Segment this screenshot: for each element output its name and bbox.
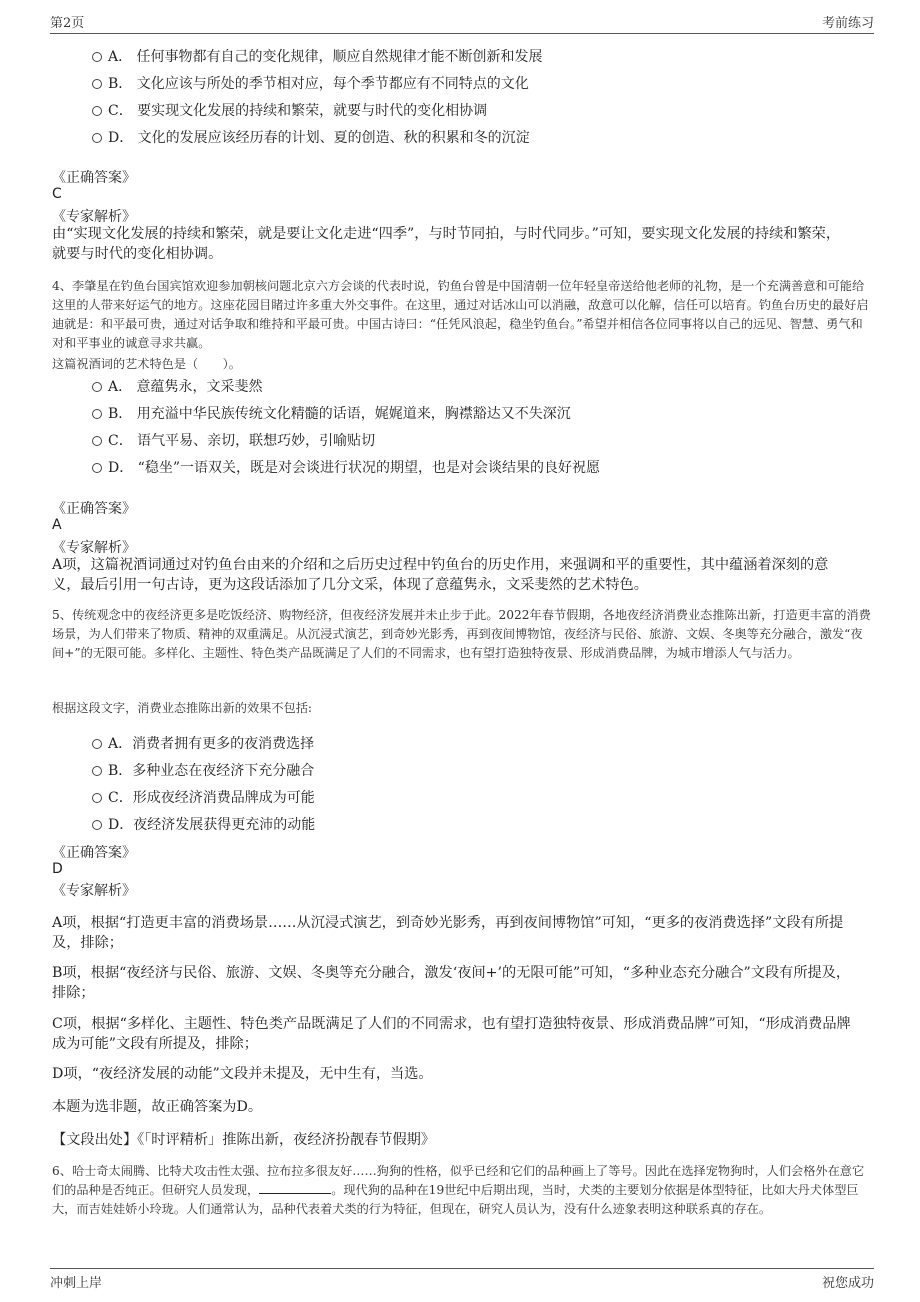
q5-analysis-a: A项，根据“打造更丰富的消费场景……从沉浸式演艺，到奇妙光影秀，再到夜间博物馆”可知，“更多的夜消费选择”文段有所提及，排除； xyxy=(52,915,844,951)
radio-icon[interactable] xyxy=(92,766,102,776)
header-divider xyxy=(50,33,874,34)
q4-stem: 4、李肇星在钓鱼台国宾馆欢迎参加朝核问题北京六方会谈的代表时说，钓鱼台曾是中国清朝一位年轻皇帝送给他老师的礼物，是一个充满善意和可能给这里的人带来好运气的地方。这座花园目睹过许多重大外交事件。在这里，通过对话冰山可以消融，敌意可以化解，信任可以培育。钓鱼台历史的最好启迪就是：和平最可贵，通过对话争取和维持和平最可贵。中国古诗曰：“任凭风浪起，稳坐钓鱼台。”希望并相信各位同事将以自己的远见、智慧、勇气和对和平事业的诚意寻求共赢。 xyxy=(52,279,869,350)
q5-analysis-d: D项，“夜经济发展的动能”文段并未提及，无中生有，当选。 xyxy=(52,1066,433,1082)
page-header xyxy=(50,12,874,32)
q5-conclusion: 本题为选非题，故正确答案为D。 xyxy=(52,1099,263,1115)
q4-question: 这篇祝酒词的艺术特色是（ ）。 xyxy=(52,357,241,371)
q5-option-d[interactable]: D．夜经济发展获得更充沛的动能 xyxy=(92,814,315,834)
radio-icon[interactable] xyxy=(92,133,102,143)
q4-option-c[interactable]: C． 语气平易、亲切，联想巧妙，引喻贴切 xyxy=(92,430,375,450)
radio-icon[interactable] xyxy=(92,79,102,89)
q5-question: 根据这段文字，消费业态推陈出新的效果不包括: xyxy=(52,701,313,715)
q3-answer: C xyxy=(52,186,62,202)
q5-option-b[interactable]: B．多种业态在夜经济下充分融合 xyxy=(92,760,314,780)
fill-in-blank xyxy=(259,1181,331,1194)
radio-icon[interactable] xyxy=(92,820,102,830)
radio-icon[interactable] xyxy=(92,382,102,392)
page-number: 第2页 xyxy=(50,16,85,31)
radio-icon[interactable] xyxy=(92,106,102,116)
q4-analysis: A项，这篇祝酒词通过对钓鱼台由来的介绍和之后历史过程中钓鱼台的历史作用，来强调和平的重要性，其中蕴涵着深刻的意义，最后引用一句古诗，更为这段话添加了几分文采，体现了意蕴隽永，文采斐然的艺术特色。 xyxy=(52,557,829,593)
q4-option-a[interactable]: A． 意蕴隽永，文采斐然 xyxy=(92,376,263,396)
radio-icon[interactable] xyxy=(92,409,102,419)
q4-option-d[interactable]: D． “稳坐”一语双关，既是对会谈进行状况的期望，也是对会谈结果的良好祝愿 xyxy=(92,457,600,477)
q5-option-a[interactable]: A．消费者拥有更多的夜消费选择 xyxy=(92,733,314,753)
q5-analysis-c: C项，根据“多样化、主题性、特色类产品既满足了人们的不同需求，也有望打造独特夜景、形成消费品牌”可知，“形成消费品牌成为可能”文段有所提及，排除； xyxy=(52,1016,851,1052)
radio-icon[interactable] xyxy=(92,52,102,62)
footer-right-text: 祝您成功 xyxy=(821,1276,874,1291)
q4-answer-label: 《正确答案》 xyxy=(52,501,136,517)
q5-answer-label: 《正确答案》 xyxy=(52,845,136,861)
q5-answer: D xyxy=(52,861,63,877)
q6-stem: 6、哈士奇太闹腾、比特犬攻击性太强、拉布拉多很友好……狗狗的性格，似乎已经和它们的品种画上了等号。因此在选择宠物狗时，人们会格外在意它们的品种是否纯正。但研究人员发现， 。现代狗的品种在19世纪中后期出现，当时，犬类的主要划分依据是体型特征，比如大丹犬体型巨大，而吉娃娃娇小玲珑。人们通常认为，品种代表着犬类的行为特征，但现在，研究人员认为，没有什么迹象表明这种联系真的存在。 xyxy=(52,1164,865,1216)
radio-icon[interactable] xyxy=(92,436,102,446)
q3-option-b[interactable]: B． 文化应该与所处的季节相对应，每个季节都应有不同特点的文化 xyxy=(92,73,529,93)
q3-option-c[interactable]: C． 要实现文化发展的持续和繁荣，就要与时代的变化相协调 xyxy=(92,100,487,120)
q3-option-d[interactable]: D． 文化的发展应该经历春的计划、夏的创造、秋的积累和冬的沉淀 xyxy=(92,127,530,147)
q3-analysis-label: 《专家解析》 xyxy=(52,209,136,225)
radio-icon[interactable] xyxy=(92,739,102,749)
radio-icon[interactable] xyxy=(92,793,102,803)
q5-analysis-b: B项，根据“夜经济与民俗、旅游、文娱、冬奥等充分融合，激发‘夜间+’的无限可能”可知，“多种业态充分融合”文段有所提及，排除； xyxy=(52,965,851,1001)
q3-analysis: 由“实现文化发展的持续和繁荣，就是要让文化走进“四季”，与时节同拍，与时代同步。”可知，要实现文化发展的持续和繁荣，就要与时代的变化相协调。 xyxy=(52,226,841,262)
header-title: 考前练习 xyxy=(821,16,874,31)
q5-option-c[interactable]: C．形成夜经济消费品牌成为可能 xyxy=(92,787,315,807)
q3-option-a[interactable]: A． 任何事物都有自己的变化规律，顺应自然规律才能不断创新和发展 xyxy=(92,46,543,66)
footer-left-text: 冲刺上岸 xyxy=(50,1276,103,1291)
q5-analysis-label: 《专家解析》 xyxy=(52,883,136,899)
radio-icon[interactable] xyxy=(92,463,102,473)
footer-divider xyxy=(50,1268,874,1269)
q5-stem: 5、传统观念中的夜经济更多是吃饭经济、购物经济，但夜经济发展并未止步于此。2022年春节假期，各地夜经济消费业态推陈出新，打造更丰富的消费场景，为人们带来了物质、精神的双重满足。从沉浸式演艺，到奇妙光影秀，再到夜间博物馆，夜经济与民俗、旅游、文娱、冬奥等充分融合，激发“夜间+”的无限可能。多样化、主题性、特色类产品既满足了人们的不同需求，也有望打造独特夜景、形成消费品牌，为城市增添人气与活力。 xyxy=(52,608,871,660)
q3-answer-label: 《正确答案》 xyxy=(52,170,136,186)
q4-answer: A xyxy=(52,517,62,533)
q4-analysis-label: 《专家解析》 xyxy=(52,540,136,556)
q4-option-b[interactable]: B． 用充溢中华民族传统文化精髓的话语，娓娓道来，胸襟豁达又不失深沉 xyxy=(92,403,571,423)
q5-source: 【文段出处】《「时评精析」推陈出新，夜经济扮靓春节假期》 xyxy=(52,1132,436,1148)
